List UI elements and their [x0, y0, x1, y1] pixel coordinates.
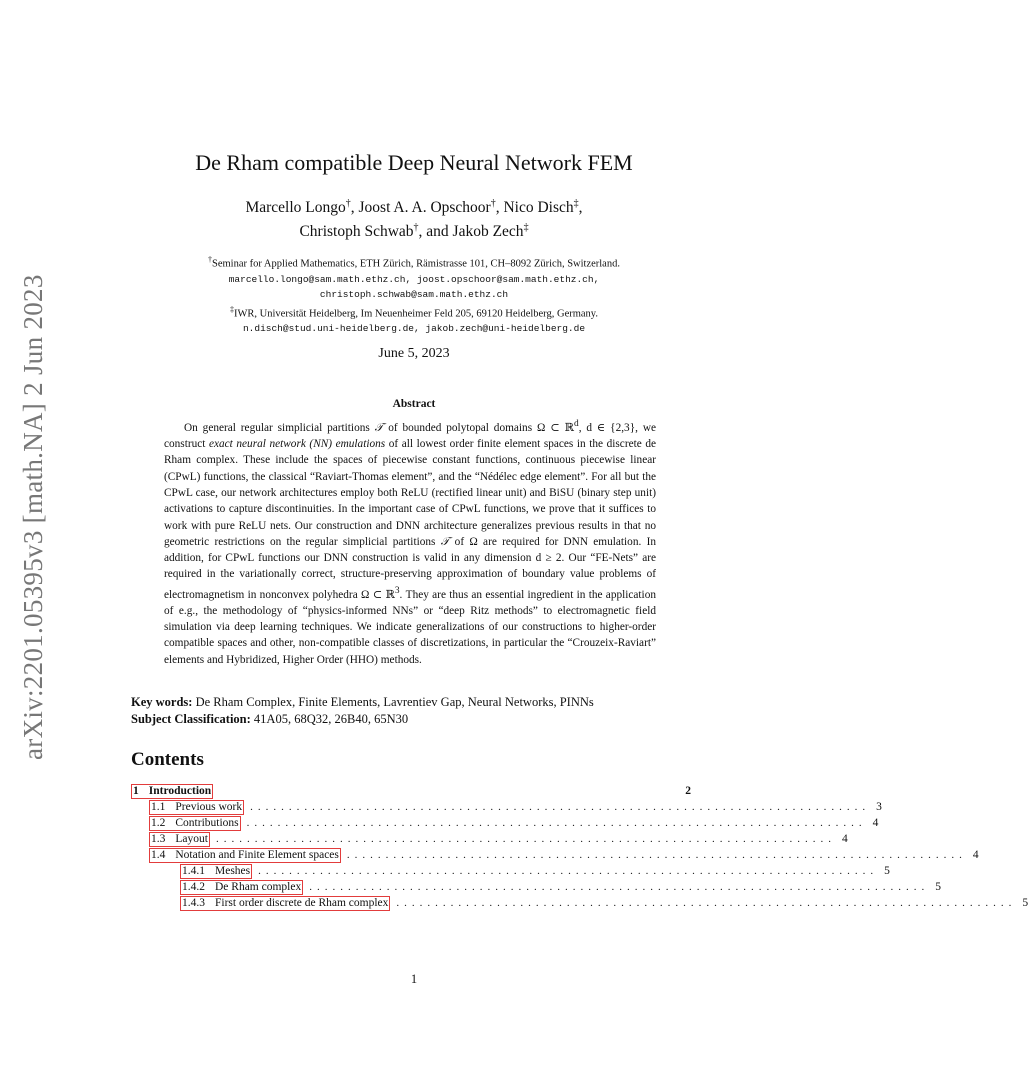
toc-page-number: 2 [685, 785, 691, 797]
toc-label: Introduction [148, 785, 212, 797]
paper-date: June 5, 2023 [378, 346, 450, 361]
toc-number: 1.1 [151, 801, 166, 813]
affiliations [0, 252, 828, 336]
abstract-part: of all lowest order finite element spaces in the discrete de Rham complex. These include the spaces of piecewise constant functions, continuous piecewise linear (CPwL) functions, the classical “Raviart-Thomas element”, and the “Nédélec edge element”. For all but the CPwL case, our network architectures employ both ReLU (rectified linear unit) and BiSU (binary step unit) activations to capture discontinuities. In the important case of CPwL functions, we prove that it suffices to work with pure ReLU nets. Our construction and DNN architecture generalizes previous results in that no geometric restrictions on the regular simplicial partitions [164, 438, 656, 548]
toc-entry [149, 832, 848, 848]
toc-entry [149, 816, 879, 832]
affiliation-mark: ‡ [230, 304, 234, 314]
toc-label: First order discrete de Rham complex [215, 897, 389, 909]
affiliation-mark: ‡ [573, 198, 579, 209]
toc-link[interactable] [180, 880, 303, 895]
toc-number: 1.4.2 [182, 881, 205, 893]
math-superscript: d [573, 419, 579, 429]
toc-number: 1.3 [151, 833, 166, 845]
abstract-part: , d ∈ {2,3}, we construct [164, 421, 656, 451]
toc-label: De Rham complex [215, 881, 302, 893]
toc-leader: ................................................................................ [396, 897, 1017, 909]
affiliation-1-emails[interactable]: marcello.longo@sam.math.ethz.ch, joost.opschoor@sam.math.ethz.ch, [228, 273, 600, 285]
toc-page-number: 5 [884, 865, 890, 877]
affiliation-mark: † [208, 255, 213, 264]
toc-number: 1.2 [151, 817, 166, 829]
toc-number: 1.4.3 [182, 897, 205, 909]
keywords-label: Key words: [131, 695, 193, 709]
subject-text: 41A05, 68Q32, 26B40, 65N30 [250, 712, 409, 726]
abstract-heading: Abstract [392, 398, 436, 410]
abstract-part: of bounded polytopal domains Ω ⊂ ℝ [383, 421, 574, 434]
author-line-1: Marcello Longo†, Joost A. A. Opschoor†, Nico Disch‡, [245, 198, 583, 217]
toc-label: Previous work [175, 801, 243, 813]
toc-label: Contributions [175, 817, 239, 829]
toc-link[interactable] [149, 832, 210, 847]
toc-leader: ................................................................................ [250, 801, 871, 813]
author-name: Jakob Zech [452, 223, 524, 241]
toc-leader: ................................................................................ [215, 833, 836, 845]
author-line-2: Christoph Schwab†, and Jakob Zech‡ [299, 222, 529, 241]
affiliation-mark: ‡ [523, 222, 529, 234]
toc-link[interactable] [131, 784, 213, 799]
author-name: Nico Disch [503, 199, 574, 217]
toc-link[interactable] [149, 848, 341, 863]
toc-page-number: 4 [872, 817, 879, 829]
paper-title: De Rham compatible Deep Neural Network FEM [195, 150, 633, 175]
toc-link[interactable] [149, 816, 241, 831]
abstract-text [164, 416, 656, 668]
toc-entry [180, 880, 941, 896]
toc-entry [149, 800, 882, 816]
abstract-part: of Ω are required for DNN emulation. In addition, for CPwL functions our DNN construction is valid in any dimension d ≥ 2. Our “FE-Nets” are required in the variationally correct, structure-preserving approximation of boundary value problems of electromagnetism in nonconvex polyhedra Ω ⊂ ℝ [164, 535, 656, 601]
abstract-part: . They are thus an essential ingredient in the application of e.g., the methodology of “physics-informed NNs” or “deep Ritz methods” to electromagnetic field simulation via deep learning techniques. We indicate generalizations of our constructions to higher-order compatible spaces and other, non-compatible classes of discretizations, in particular the “Crouzeix-Raviart” elements and Hybridized, Higher Order (HHO) methods. [164, 588, 656, 666]
author-name: Christoph Schwab [299, 223, 414, 241]
abstract-emphasis: exact neural network (NN) emulations [208, 438, 386, 451]
affiliation-text: Seminar for Applied Mathematics, ETH Zürich, Rämistrasse 101, CH–8092 Zürich, Switzerland. [212, 258, 620, 270]
arxiv-identifier[interactable]: arXiv:2201.05395v3 [math.NA] 2 Jun 2023 [18, 274, 48, 760]
toc-link[interactable] [180, 896, 390, 911]
toc-entry [131, 784, 691, 800]
toc-link[interactable] [149, 800, 244, 815]
keywords-block [131, 694, 701, 728]
toc-leader: ................................................................................ [346, 849, 967, 861]
toc-entry [180, 896, 1028, 912]
toc-link[interactable] [180, 864, 252, 879]
toc-number: 1.4 [151, 849, 166, 861]
toc-leader: ................................................................................ [246, 817, 867, 829]
affiliation-mark: † [490, 198, 496, 209]
keywords [131, 694, 701, 711]
toc-entry [180, 864, 890, 880]
affiliation-1 [0, 252, 828, 272]
subject-label: Subject Classification: [131, 712, 251, 726]
math-superscript: 3 [394, 585, 400, 596]
keywords-text: De Rham Complex, Finite Elements, Lavrentiev Gap, Neural Networks, PINNs [192, 695, 594, 709]
affiliation-2 [0, 302, 828, 322]
math-symbol: 𝒯 [374, 421, 384, 434]
affiliation-text: IWR, Universität Heidelberg, Im Neuenheimer Feld 205, 69120 Heidelberg, Germany. [234, 308, 598, 319]
affiliation-mark: † [413, 222, 419, 234]
toc-number: 1.4.1 [182, 865, 205, 877]
abstract-part: On general regular simplicial partitions [184, 421, 375, 434]
author-name: Joost A. A. Opschoor [358, 199, 491, 217]
toc-label: Notation and Finite Element spaces [175, 849, 339, 861]
toc-page-number: 4 [972, 849, 979, 861]
toc-leader: ................................................................................ [258, 865, 879, 877]
toc-page-number: 4 [841, 833, 848, 845]
author-list [0, 194, 828, 242]
toc-page-number: 5 [1022, 897, 1028, 909]
contents-heading: Contents [131, 749, 204, 770]
page-number: 1 [410, 972, 418, 986]
affiliation-1-emails-cont[interactable]: christoph.schwab@sam.math.ethz.ch [319, 288, 509, 300]
toc-entry [149, 848, 979, 864]
affiliation-2-emails[interactable]: n.disch@stud.uni-heidelberg.de, jakob.zech@uni-heidelberg.de [242, 323, 586, 334]
toc-label: Layout [175, 833, 208, 845]
toc-leader: ................................................................................ [309, 881, 930, 893]
toc-label: Meshes [215, 865, 251, 877]
subject-classification [131, 711, 701, 728]
toc-page-number: 3 [876, 801, 882, 813]
toc-number: 1 [133, 785, 139, 797]
toc-page-number: 5 [935, 881, 941, 893]
math-symbol: 𝒯 [440, 535, 450, 548]
author-name: Marcello Longo [245, 199, 346, 217]
affiliation-mark: † [345, 198, 351, 209]
